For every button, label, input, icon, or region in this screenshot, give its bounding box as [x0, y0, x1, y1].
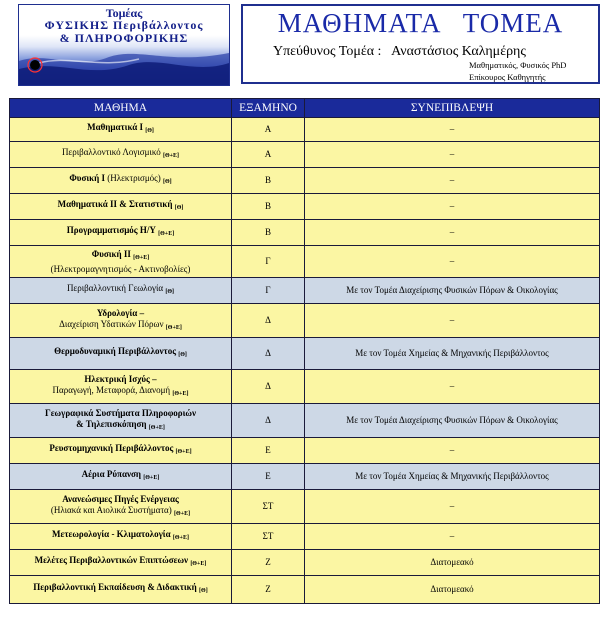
- head-position: Επίκουρος Καθηγητής: [469, 72, 546, 82]
- semester-cell: Γ: [232, 246, 305, 278]
- cylinder-icon: [30, 60, 40, 70]
- cosupervision-cell: Διατομεακό: [305, 550, 600, 576]
- course-type-tag: [Θ+Ε]: [172, 535, 189, 541]
- course-cell: [10, 438, 232, 464]
- course-cell: [10, 168, 232, 194]
- table-row: [10, 464, 600, 490]
- course-title: Ηλεκτρική Ισχύς –: [84, 373, 157, 384]
- course-type-tag: [Θ]: [174, 205, 184, 211]
- course-cell: [10, 550, 232, 576]
- course-type-tag: [Θ]: [145, 128, 154, 134]
- cosupervision-cell: Διατομεακό: [305, 576, 600, 604]
- semester-cell: Δ: [232, 304, 305, 338]
- course-subtitle: (Ηλεκτρομαγνητισμός - Ακτινοβολίες): [50, 263, 191, 274]
- semester-cell: Β: [232, 220, 305, 246]
- course-cell: [10, 142, 232, 168]
- course-cell: [10, 304, 232, 338]
- course-subtitle: (Ηλιακά και Αιολικά Συστήματα): [50, 504, 172, 515]
- col-header-cosupervision: ΣΥΝΕΠΙΒΛΕΨΗ: [305, 99, 600, 118]
- course-cell: [10, 278, 232, 304]
- course-type-tag: [Θ+Ε]: [158, 231, 175, 237]
- sector-logo: [18, 4, 230, 86]
- course-title: Περιβαλλοντική Εκπαίδευση & Διδακτική: [33, 582, 197, 592]
- col-header-semester: ΕΞΑΜΗΝΟ: [232, 99, 305, 118]
- cosupervision-cell: –: [305, 524, 600, 550]
- table-row: [10, 490, 600, 524]
- cosupervision-cell: –: [305, 246, 600, 278]
- cosupervision-cell: –: [305, 370, 600, 404]
- logo-line2: ΦΥΣΙΚΗΣ Περιβάλλοντος: [44, 18, 204, 32]
- semester-cell: Ζ: [232, 576, 305, 604]
- course-cell: [10, 220, 232, 246]
- table-row: [10, 118, 600, 142]
- cosupervision-cell: –: [305, 304, 600, 338]
- semester-cell: Β: [232, 168, 305, 194]
- course-subtitle: Διαχείριση Υδατικών Πόρων: [59, 318, 164, 329]
- semester-cell: Γ: [232, 278, 305, 304]
- sector-head: Υπεύθυνος Τομέα : Αναστάσιος Καλημέρης: [273, 44, 526, 59]
- course-title: Περιβαλλοντική Γεωλογία: [66, 283, 164, 293]
- course-title: Φυσική ΙΙ: [91, 248, 131, 259]
- course-type-tag: [Θ+Ε]: [190, 561, 207, 567]
- cosupervision-cell: –: [305, 220, 600, 246]
- course-cell: [10, 464, 232, 490]
- title-box: [241, 4, 600, 84]
- course-type-tag: [Θ+Ε]: [162, 153, 180, 159]
- cosupervision-cell: –: [305, 168, 600, 194]
- course-subtitle: Παραγωγή, Μεταφορά, Διανομή: [52, 384, 171, 395]
- semester-cell: ΣΤ: [232, 524, 305, 550]
- col-header-course: ΜΑΘΗΜΑ: [10, 99, 232, 118]
- course-extra: (Ηλεκτρισμός): [107, 173, 161, 183]
- course-type-tag: [Θ+Ε]: [174, 510, 191, 517]
- course-title: Θερμοδυναμική Περιβάλλοντος: [54, 346, 176, 356]
- course-type-tag: [Θ+Ε]: [172, 390, 189, 397]
- course-subtitle: & Τηλεπισκόπηση: [76, 418, 147, 429]
- table-row: [10, 404, 600, 438]
- course-title: Ρευστομηχανική Περιβάλλοντος: [49, 443, 174, 453]
- semester-cell: Δ: [232, 338, 305, 370]
- table-row: [10, 220, 600, 246]
- course-title: Ανανεώσιμες Πηγές Ενέργειας: [62, 493, 179, 504]
- semester-cell: Β: [232, 194, 305, 220]
- course-cell: [10, 524, 232, 550]
- course-title: Περιβαλλοντικό Λογισμικό: [61, 147, 161, 157]
- flow-simulation-graphic: [19, 43, 229, 85]
- cosupervision-cell: –: [305, 438, 600, 464]
- course-title: Μελέτες Περιβαλλοντικών Επιπτώσεων: [34, 555, 189, 565]
- course-type-tag: [Θ+Ε]: [143, 475, 160, 481]
- table-row: [10, 550, 600, 576]
- logo-line1: Τομέας: [105, 6, 143, 20]
- semester-cell: Ε: [232, 438, 305, 464]
- course-title: Αέρια Ρύπανση: [81, 469, 142, 479]
- semester-cell: Δ: [232, 404, 305, 438]
- cosupervision-cell: Με τον Τομέα Χημείας & Μηχανικής Περιβάλλοντος: [305, 338, 600, 370]
- course-type-tag: [Θ]: [199, 588, 208, 594]
- course-type-tag: [Θ+Ε]: [165, 324, 182, 331]
- course-type-tag: [Θ+Ε]: [175, 449, 192, 455]
- table-row: [10, 438, 600, 464]
- courses-table: [9, 98, 600, 604]
- table-row: [10, 246, 600, 278]
- head-credentials: Μαθηματικός, Φυσικός PhD: [469, 60, 567, 70]
- course-title: Φυσική Ι: [69, 173, 106, 183]
- table-row: [10, 278, 600, 304]
- course-title: Προγραμματισμός Η/Υ: [66, 225, 156, 235]
- course-cell: [10, 576, 232, 604]
- course-type-tag: [Θ]: [178, 352, 187, 358]
- cosupervision-cell: –: [305, 118, 600, 142]
- course-cell: [10, 490, 232, 524]
- table-row: [10, 304, 600, 338]
- table-header-row: [10, 99, 600, 118]
- course-type-tag: [Θ+Ε]: [133, 254, 150, 261]
- course-title: Υδρολογία –: [96, 307, 145, 318]
- table-row: [10, 576, 600, 604]
- table-row: [10, 524, 600, 550]
- table-row: [10, 338, 600, 370]
- course-cell: [10, 246, 232, 278]
- semester-cell: ΣΤ: [232, 490, 305, 524]
- cosupervision-cell: –: [305, 194, 600, 220]
- course-title: Γεωγραφικά Συστήματα Πληροφοριών: [44, 407, 197, 418]
- course-cell: [10, 404, 232, 438]
- semester-cell: Α: [232, 118, 305, 142]
- course-title: Μαθηματικά Ι: [87, 122, 143, 132]
- cosupervision-cell: –: [305, 490, 600, 524]
- cosupervision-cell: –: [305, 142, 600, 168]
- course-type-tag: [Θ+Ε]: [148, 424, 165, 431]
- table-row: [10, 168, 600, 194]
- course-cell: [10, 370, 232, 404]
- course-title: Μαθηματικά ΙΙ & Στατιστική: [57, 199, 173, 209]
- cosupervision-cell: Με τον Τομέα Διαχείρισης Φυσικών Πόρων & Οικολογίας: [305, 404, 600, 438]
- cosupervision-cell: Με τον Τομέα Χημείας & Μηχανικής Περιβάλλοντος: [305, 464, 600, 490]
- course-cell: [10, 194, 232, 220]
- course-type-tag: [Θ]: [165, 289, 175, 295]
- table-row: [10, 370, 600, 404]
- semester-cell: Α: [232, 142, 305, 168]
- logo-line3: & ΠΛΗΡΟΦΟΡΙΚΗΣ: [59, 31, 189, 45]
- cosupervision-cell: Με τον Τομέα Διαχείρισης Φυσικών Πόρων & Οικολογίας: [305, 278, 600, 304]
- course-cell: [10, 338, 232, 370]
- semester-cell: Ε: [232, 464, 305, 490]
- course-type-tag: [Θ]: [162, 179, 172, 185]
- course-cell: [10, 118, 232, 142]
- course-title: Μετεωρολογία - Κλιματολογία: [52, 529, 171, 539]
- semester-cell: Ζ: [232, 550, 305, 576]
- semester-cell: Δ: [232, 370, 305, 404]
- page-title: ΜΑΘΗΜΑΤΑ ΤΟΜΕΑ: [277, 8, 564, 38]
- table-row: [10, 142, 600, 168]
- table-row: [10, 194, 600, 220]
